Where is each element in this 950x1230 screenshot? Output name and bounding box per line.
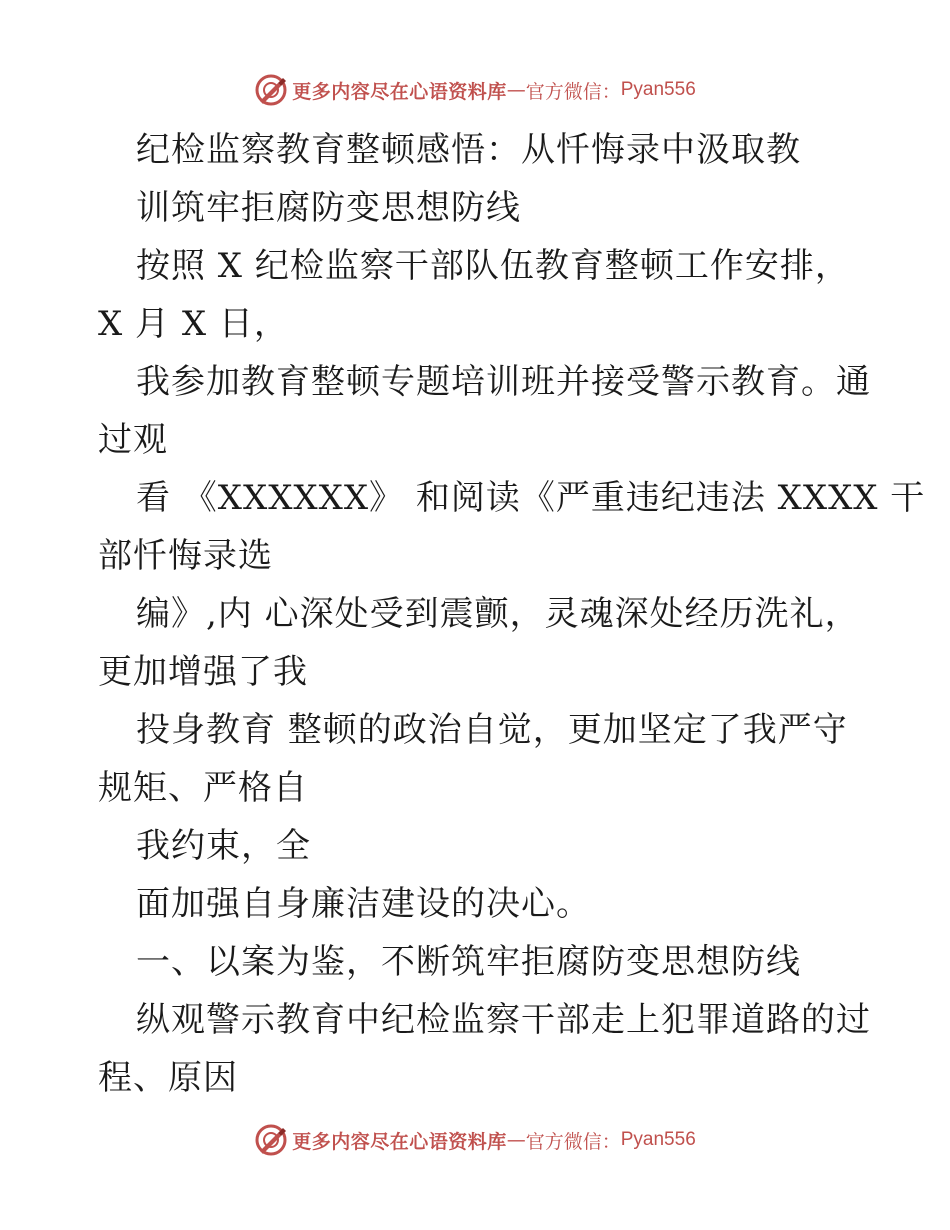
doc-paragraph-line: 过观 <box>98 420 168 460</box>
doc-paragraph-line: 我参加教育整顿专题培训班并接受警示教育。通 <box>136 362 871 402</box>
doc-paragraph-line: 投身教育 整顿的政治自觉，更加坚定了我严守 <box>136 710 848 750</box>
banner-dash: — <box>506 79 526 101</box>
banner-slogan: 更多内容尽在心语资料库 <box>292 1130 507 1153</box>
banner-official-label: 官方微信： <box>525 80 621 103</box>
doc-title-line-1: 纪检监察教育整顿感悟：从忏悔录中汲取教 <box>136 130 801 170</box>
pen-circle-logo-icon <box>254 1123 288 1157</box>
document-body <box>98 121 926 1107</box>
banner-dash: — <box>506 1129 526 1151</box>
doc-section-heading: 一、以案为鉴，不断筑牢拒腐防变思想防线 <box>136 942 801 982</box>
doc-paragraph-line: 程、原因 <box>98 1058 238 1098</box>
doc-paragraph-line: 我约束，全 <box>136 826 311 866</box>
doc-paragraph-line: 面加强自身廉洁建设的决心。 <box>136 884 591 924</box>
doc-paragraph-line: 按照 X 纪检监察干部队伍教育整顿工作安排， <box>136 246 850 286</box>
doc-paragraph-line: 部忏悔录选 <box>98 536 273 576</box>
doc-paragraph-line: 规矩、严格自 <box>98 768 308 808</box>
banner-slogan: 更多内容尽在心语资料库 <box>292 80 507 103</box>
pen-circle-logo-icon <box>254 73 288 107</box>
banner-official-label: 官方微信： <box>525 1130 621 1153</box>
banner-wechat-id: Pyan556 <box>620 79 696 100</box>
doc-paragraph-line: 看 《XXXXXX》 和阅读《严重违纪违法 XXXX 干 <box>136 478 926 518</box>
doc-paragraph-line: X 月 X 日， <box>98 304 289 344</box>
doc-paragraph-line: 更加增强了我 <box>98 652 308 692</box>
footer-banner <box>0 1120 950 1160</box>
doc-paragraph-line: 编》,内 心深处受到震颤，灵魂深处经历洗礼， <box>136 594 860 634</box>
doc-paragraph-line: 纵观警示教育中纪检监察干部走上犯罪道路的过 <box>136 1000 871 1040</box>
header-banner <box>0 70 950 110</box>
doc-title-line-2: 训筑牢拒腐防变思想防线 <box>136 188 521 228</box>
banner-wechat-id: Pyan556 <box>620 1129 696 1150</box>
